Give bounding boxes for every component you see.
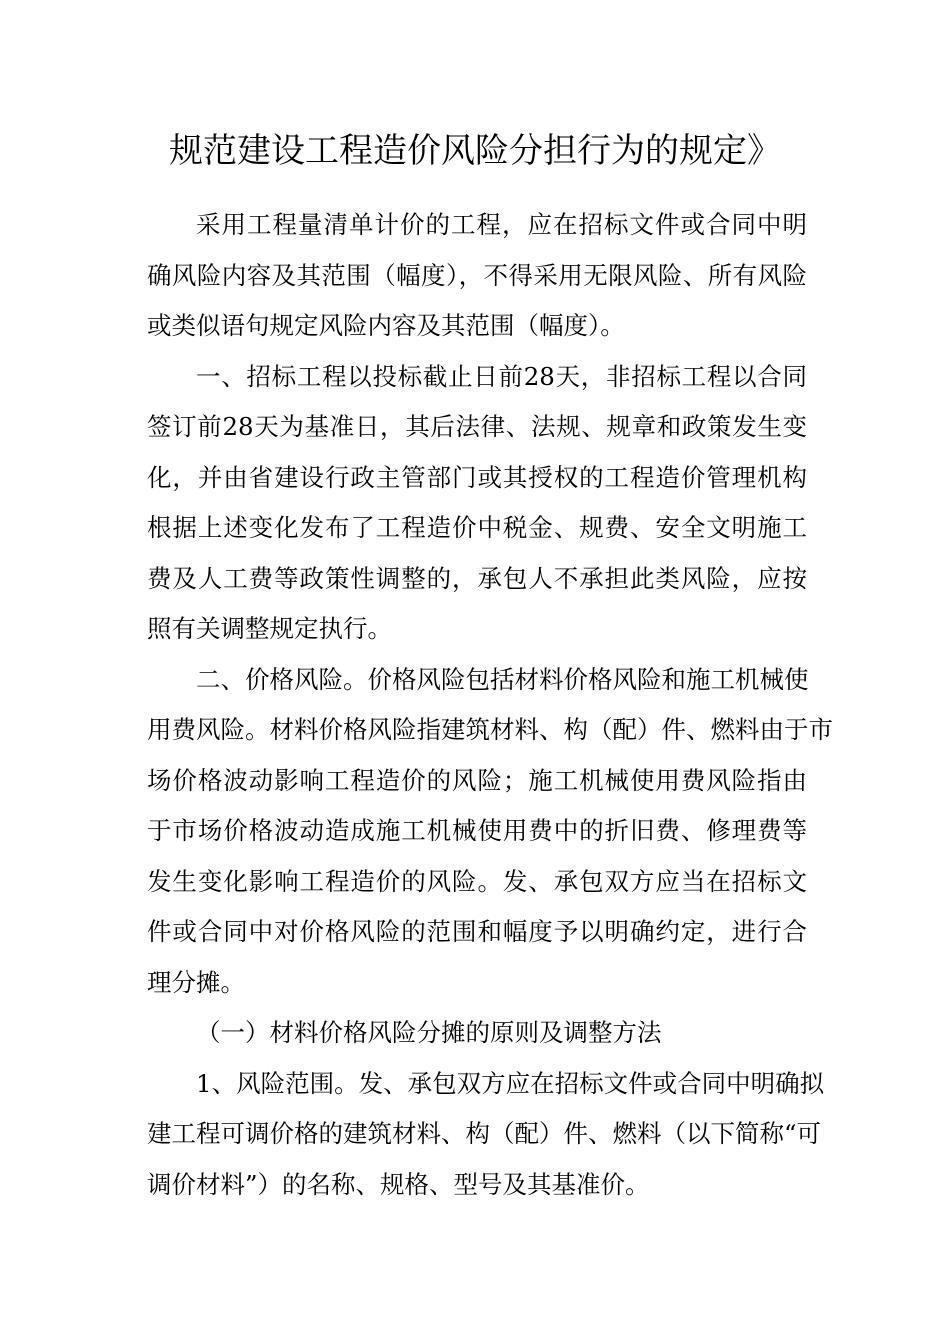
text-line: 照有关调整规定执行。 bbox=[147, 614, 392, 643]
paragraph-risk-scope bbox=[147, 200, 807, 352]
text-line: 建工程可调价格的建筑材料、构（配）件、燃料（以下简称“可 bbox=[147, 1119, 822, 1148]
text-line: 用费风险。材料价格风险指建筑材料、构（配）件、燃料由于市 bbox=[147, 715, 833, 744]
text-line: 或类似语句规定风险内容及其范围（幅度）。 bbox=[147, 311, 625, 340]
text-line: 于市场价格波动造成施工机械使用费中的折旧费、修理费等 bbox=[147, 816, 807, 845]
text-line: 签订前28天为基准日，其后法律、法规、规章和政策发生变 bbox=[147, 412, 807, 441]
text-line: 调价材料”）的名称、规格、型号及其基准价。 bbox=[147, 1169, 650, 1199]
text-line: 确风险内容及其范围（幅度），不得采用无限风险、所有风险 bbox=[147, 260, 807, 290]
paragraph-price-risk bbox=[147, 655, 833, 1009]
section-heading-material-price bbox=[147, 1008, 807, 1059]
paragraph-base-date bbox=[147, 352, 807, 655]
text-line: 1、风险范围。发、承包双方应在招标文件或合同中明确拟 bbox=[196, 1068, 825, 1098]
text-line: 费及人工费等政策性调整的，承包人不承担此类风险，应按 bbox=[147, 563, 807, 593]
text-line: 化，并由省建设行政主管部门或其授权的工程造价管理机构 bbox=[147, 462, 807, 492]
text-line: 场价格波动影响工程造价的风险；施工机械使用费风险指由 bbox=[147, 765, 807, 795]
text-line: 二、价格风险。价格风险包括材料价格风险和施工机械使 bbox=[196, 664, 809, 694]
text-line: 理分摊。 bbox=[147, 967, 245, 997]
text-line: 件或合同中对价格风险的范围和幅度予以明确约定，进行合 bbox=[147, 917, 807, 946]
text-line: 根据上述变化发布了工程造价中税金、规费、安全文明施工 bbox=[147, 513, 807, 542]
text-line: （一）材料价格风险分摊的原则及调整方法 bbox=[196, 1018, 662, 1047]
document-body bbox=[147, 200, 833, 1210]
text-line: 发生变化影响工程造价的风险。发、承包双方应当在招标文 bbox=[147, 866, 807, 896]
document-title: 规范建设工程造价风险分担行为的规定》 bbox=[169, 131, 781, 171]
text-line: 一、招标工程以投标截止日前28天，非招标工程以合同 bbox=[196, 361, 807, 391]
paragraph-risk-range bbox=[147, 1059, 825, 1211]
text-line: 采用工程量清单计价的工程，应在招标文件或合同中明 bbox=[196, 210, 807, 239]
